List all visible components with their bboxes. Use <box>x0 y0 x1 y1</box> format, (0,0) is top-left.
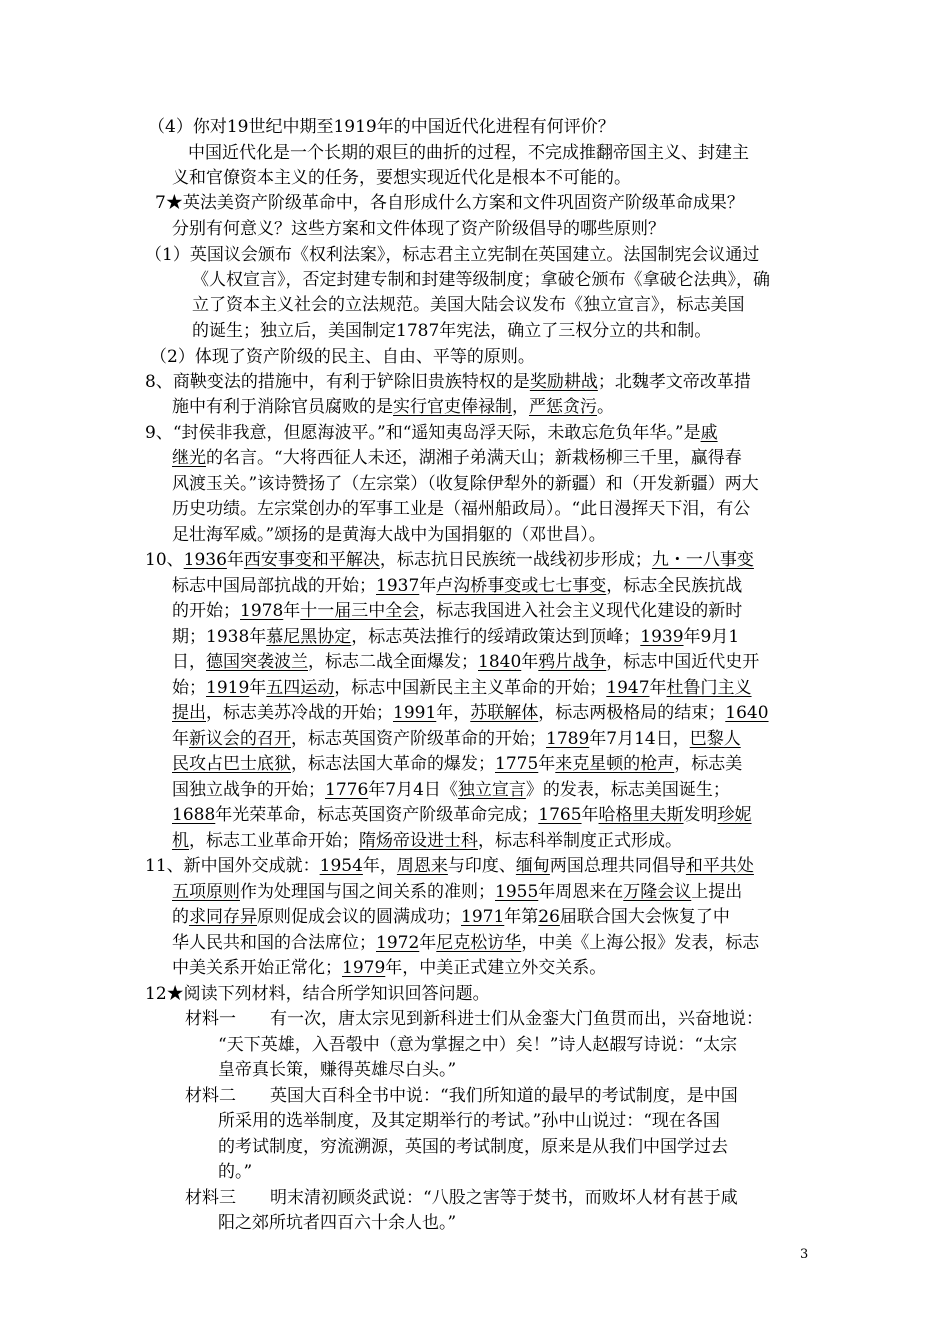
text-segment: 作为处理国与国之间关系的准则； <box>240 882 495 902</box>
text-segment: 皇帝真长策，赚得英雄尽白头。” <box>218 1060 457 1080</box>
text-segment: 上提出 <box>691 882 743 902</box>
text-segment: 年光荣革命，标志英国资产阶级革命完成； <box>215 805 539 825</box>
answer-underline: 哈格里夫斯 <box>598 805 684 825</box>
text-segment: 发明 <box>683 805 718 825</box>
text-segment: 的考试制度，穷流溯源，英国的考试制度，原来是从我们中国学过去 <box>218 1137 728 1157</box>
text-segment: 义和官僚资本主义的任务，要想实现近代化是根本不可能的。 <box>172 168 631 188</box>
text-line <box>155 191 744 215</box>
text-segment: 《人权宣言》，否定封建专制和封建等级制度；拿破仑颁布《拿破仑法典》，确 <box>192 270 770 290</box>
answer-underline: 尼克松访华 <box>436 933 522 953</box>
text-segment: 材料二 英国大百科全书中说：“我们所知道的最早的考试制度，是中国 <box>185 1086 738 1106</box>
answer-underline: 1947 <box>606 678 650 698</box>
text-segment: ， <box>512 397 529 417</box>
answer-underline: 西安事变和平解决 <box>243 550 380 570</box>
text-line <box>172 395 614 419</box>
text-line <box>218 1033 737 1057</box>
text-segment: ，标志美 <box>674 754 743 774</box>
text-line <box>192 268 770 292</box>
answer-underline: 26 <box>538 907 560 927</box>
text-segment: 标志中国局部抗战的开始； <box>172 576 376 596</box>
text-segment: 年 <box>172 729 189 749</box>
text-segment: ，标志抗日民族统一战线初步形成； <box>379 550 652 570</box>
answer-underline: 1939 <box>640 627 684 647</box>
answer-underline: 万隆会议 <box>623 882 692 902</box>
text-line <box>172 650 759 674</box>
answer-underline: 求同存异 <box>189 907 257 927</box>
text-segment: ，标志中国新民主主义革命的开始； <box>334 678 607 698</box>
answer-underline: 1991 <box>393 703 437 723</box>
text-line <box>218 1211 456 1235</box>
text-segment: 年 <box>283 601 301 621</box>
answer-underline: 独立宣言 <box>457 780 526 800</box>
text-line <box>185 1084 738 1108</box>
answer-underline: 和平共处 <box>685 856 754 876</box>
text-segment: 年， <box>362 856 397 876</box>
text-segment: 年周恩来在 <box>538 882 624 902</box>
text-segment: 年 <box>581 805 599 825</box>
text-segment: 阳之郊所坑者四百六十余人也。” <box>218 1213 457 1233</box>
answer-underline: 卢沟桥事变或七七事变 <box>436 576 607 596</box>
text-line <box>172 599 742 623</box>
answer-underline: 杜鲁门主义 <box>666 678 752 698</box>
text-line <box>172 166 631 190</box>
answer-underline: 巴黎人 <box>689 729 741 749</box>
text-segment: 8、商鞅变法的措施中，有利于铲除旧贵族特权的是 <box>145 372 530 392</box>
text-segment: 》的发表，标志美国诞生； <box>525 780 730 800</box>
text-segment: 年 <box>649 678 667 698</box>
text-line <box>192 293 745 317</box>
text-segment: ，中美《上海公报》发表，标志 <box>521 933 760 953</box>
text-segment: 年 <box>249 678 267 698</box>
text-segment: 的。” <box>218 1162 253 1182</box>
text-segment: 足壮海军威。”颂扬的是黄海大战中为国捐躯的（邓世昌）。 <box>172 525 606 545</box>
text-segment: 中美关系开始正常化； <box>172 958 342 978</box>
answer-underline: 1978 <box>240 601 284 621</box>
text-segment: 国独立战争的开始； <box>172 780 325 800</box>
answer-underline: 缅甸 <box>515 856 550 876</box>
text-line <box>172 217 665 241</box>
answer-underline: 继光 <box>172 448 206 468</box>
text-line <box>172 625 739 649</box>
text-segment: 两国总理共同倡导 <box>549 856 686 876</box>
text-line <box>172 676 752 700</box>
text-line <box>145 548 754 572</box>
text-segment: 年7月14日， <box>589 729 690 749</box>
text-segment: ，标志英法推行的绥靖政策达到顶峰； <box>351 627 641 647</box>
answer-underline: 来克星顿的枪声 <box>555 754 675 774</box>
text-segment: 日， <box>172 652 206 672</box>
text-segment: 年，中美正式建立外交关系。 <box>385 958 607 978</box>
answer-underline: 1971 <box>461 907 505 927</box>
text-segment: 的 <box>172 907 189 927</box>
text-segment: 11、新中国外交成就： <box>145 856 320 876</box>
text-segment: “天下英雄，入吾彀中（意为掌握之中）矣！”诗人赵嘏写诗说：“太宗 <box>218 1035 738 1055</box>
answer-underline: 1688 <box>172 805 216 825</box>
answer-underline: 机 <box>172 831 189 851</box>
answer-underline: 1789 <box>546 729 590 749</box>
text-segment: 年 <box>538 754 556 774</box>
text-segment: ，标志英国资产阶级革命的开始； <box>291 729 546 749</box>
text-segment: 与印度、 <box>447 856 516 876</box>
text-line <box>172 880 742 904</box>
text-segment: 年9月1 <box>683 627 740 647</box>
answer-underline: 1640 <box>725 703 769 723</box>
text-segment: 立了资本主义社会的立法规范。美国大陆会议发布《独立宣言》，标志美国 <box>192 295 745 315</box>
text-segment: 年， <box>436 703 471 723</box>
answer-underline: 1979 <box>342 958 386 978</box>
text-segment: ，标志全民族抗战 <box>606 576 743 596</box>
answer-underline: 1972 <box>376 933 420 953</box>
text-segment: 届联合国大会恢复了中 <box>559 907 730 927</box>
answer-underline: 1840 <box>478 652 522 672</box>
text-segment: 始； <box>172 678 206 698</box>
text-line <box>145 370 751 394</box>
text-line <box>192 319 711 343</box>
answer-underline: 1954 <box>319 856 363 876</box>
text-line <box>172 931 759 955</box>
text-segment: 年 <box>419 576 437 596</box>
text-segment: （2）体现了资产阶级的民主、自由、平等的原则。 <box>150 347 535 367</box>
text-segment: 中国近代化是一个长期的艰巨的曲折的过程，不完成推翻帝国主义、封建主 <box>188 143 749 163</box>
answer-underline: 苏联解体 <box>470 703 539 723</box>
text-segment: 7★英法美资产阶级革命中，各自形成什么方案和文件巩固资产阶级革命成果？ <box>155 193 744 213</box>
answer-underline: 1919 <box>206 678 250 698</box>
text-segment: 所采用的选举制度，及其定期举行的考试。”孙中山说过：“现在各国 <box>218 1111 720 1131</box>
text-segment: ，标志两极格局的结束； <box>538 703 726 723</box>
text-segment: 10、 <box>145 550 184 570</box>
text-segment: 华人民共和国的合法席位； <box>172 933 376 953</box>
text-line <box>145 421 718 445</box>
text-line <box>172 727 741 751</box>
text-segment: 历史功绩。左宗棠创办的军事工业是（福州船政局）。“此日漫挥天下泪，有公 <box>172 499 751 519</box>
answer-underline: 实行官吏俸禄制 <box>393 397 512 417</box>
answer-underline: 提出 <box>172 703 206 723</box>
text-segment: ；北魏孝文帝改革措 <box>597 372 751 392</box>
answer-underline: 鸦片战争 <box>538 652 607 672</box>
text-segment: 风渡玉关。”该诗赞扬了（左宗棠）（收复除伊犁外的新疆）和（开发新疆）两大 <box>172 474 759 494</box>
text-segment: 材料三 明末清初顾炎武说：“八股之害等于焚书，而败坏人材有甚于咸 <box>185 1188 738 1208</box>
answer-underline: 1937 <box>376 576 420 596</box>
text-line <box>172 829 682 853</box>
answer-underline: 珍妮 <box>717 805 752 825</box>
answer-underline: 九・一八事变 <box>651 550 754 570</box>
text-segment: 期；1938年 <box>172 627 267 647</box>
text-segment: 材料一 有一次，唐太宗见到新科进士们从金銮大门鱼贯而出，兴奋地说： <box>185 1009 763 1029</box>
text-line <box>172 472 759 496</box>
text-segment: 的名言。“大将西征人未还，湖湘子弟满天山；新栽杨柳三千里，赢得春 <box>206 448 742 468</box>
answer-underline: 奖励耕战 <box>529 372 598 392</box>
text-segment: ，标志我国进入社会主义现代化建设的新时 <box>419 601 743 621</box>
text-segment: ，标志二战全面爆发； <box>308 652 478 672</box>
text-line <box>172 446 742 470</box>
text-line <box>185 1007 763 1031</box>
text-line <box>172 752 742 776</box>
answer-underline: 1936 <box>183 550 227 570</box>
answer-underline: 五四运动 <box>266 678 335 698</box>
answer-underline: 隋炀帝设进士科 <box>359 831 478 851</box>
text-line <box>172 574 742 598</box>
text-segment: ，标志法国大革命的爆发； <box>291 754 495 774</box>
text-segment: 施中有利于消除官员腐败的是 <box>172 397 393 417</box>
text-line <box>172 956 606 980</box>
answer-underline: 严惩贪污 <box>529 397 597 417</box>
answer-underline: 十一届三中全会 <box>300 601 420 621</box>
text-segment: 9、“封侯非我意，但愿海波平。”和“遥知夷岛浮天际，未敢忘危负年华。”是 <box>145 423 701 443</box>
answer-underline: 1775 <box>495 754 539 774</box>
text-segment: 年 <box>521 652 539 672</box>
text-line <box>218 1058 456 1082</box>
text-segment: （4）你对19世纪中期至1919年的中国近代化进程有何评价？ <box>148 117 615 137</box>
text-line <box>172 523 606 547</box>
text-segment: 年第 <box>504 907 539 927</box>
page-number: 3 <box>800 1247 809 1262</box>
answer-underline: 1776 <box>325 780 369 800</box>
text-line <box>172 778 730 802</box>
text-segment: 年 <box>226 550 244 570</box>
text-segment: 年 <box>419 933 437 953</box>
text-line <box>145 243 759 267</box>
text-line <box>172 905 730 929</box>
text-line <box>145 982 490 1006</box>
text-segment: ，标志科举制度正式形成。 <box>478 831 682 851</box>
text-line <box>218 1160 252 1184</box>
text-line <box>218 1135 728 1159</box>
text-segment: ，标志中国近代史开 <box>606 652 760 672</box>
text-line <box>172 497 750 521</box>
text-segment: 的诞生；独立后，美国制定1787年宪法，确立了三权分立的共和制。 <box>192 321 712 341</box>
text-segment: 分别有何意义？这些方案和文件体现了资产阶级倡导的哪些原则？ <box>172 219 665 239</box>
text-segment: ，标志工业革命开始； <box>189 831 359 851</box>
text-segment: 。 <box>597 397 614 417</box>
text-line <box>148 115 615 139</box>
answer-underline: 新议会的召开 <box>189 729 291 749</box>
text-segment: （1）英国议会颁布《权利法案》，标志君主立宪制在英国建立。法国制宪会议通过 <box>145 245 760 265</box>
answer-underline: 德国突袭波兰 <box>206 652 308 672</box>
answer-underline: 五项原则 <box>172 882 240 902</box>
answer-underline: 民攻占巴士底狱 <box>172 754 291 774</box>
answer-underline: 周恩来 <box>396 856 448 876</box>
text-line <box>145 854 754 878</box>
text-segment: ，标志美苏冷战的开始； <box>206 703 393 723</box>
answer-underline: 1765 <box>538 805 582 825</box>
text-segment: 年7月4日《 <box>368 780 458 800</box>
answer-underline: 戚 <box>700 423 718 443</box>
text-line <box>188 141 749 165</box>
text-segment: 12★阅读下列材料，结合所学知识回答问题。 <box>145 984 490 1004</box>
text-segment: 的开始； <box>172 601 240 621</box>
text-line <box>185 1186 738 1210</box>
text-line <box>172 701 769 725</box>
text-line <box>150 345 535 369</box>
answer-underline: 慕尼黑协定 <box>266 627 352 647</box>
answer-underline: 1955 <box>495 882 539 902</box>
text-segment: 原则促成会议的圆满成功； <box>257 907 461 927</box>
text-line <box>172 803 752 827</box>
text-line <box>218 1109 720 1133</box>
